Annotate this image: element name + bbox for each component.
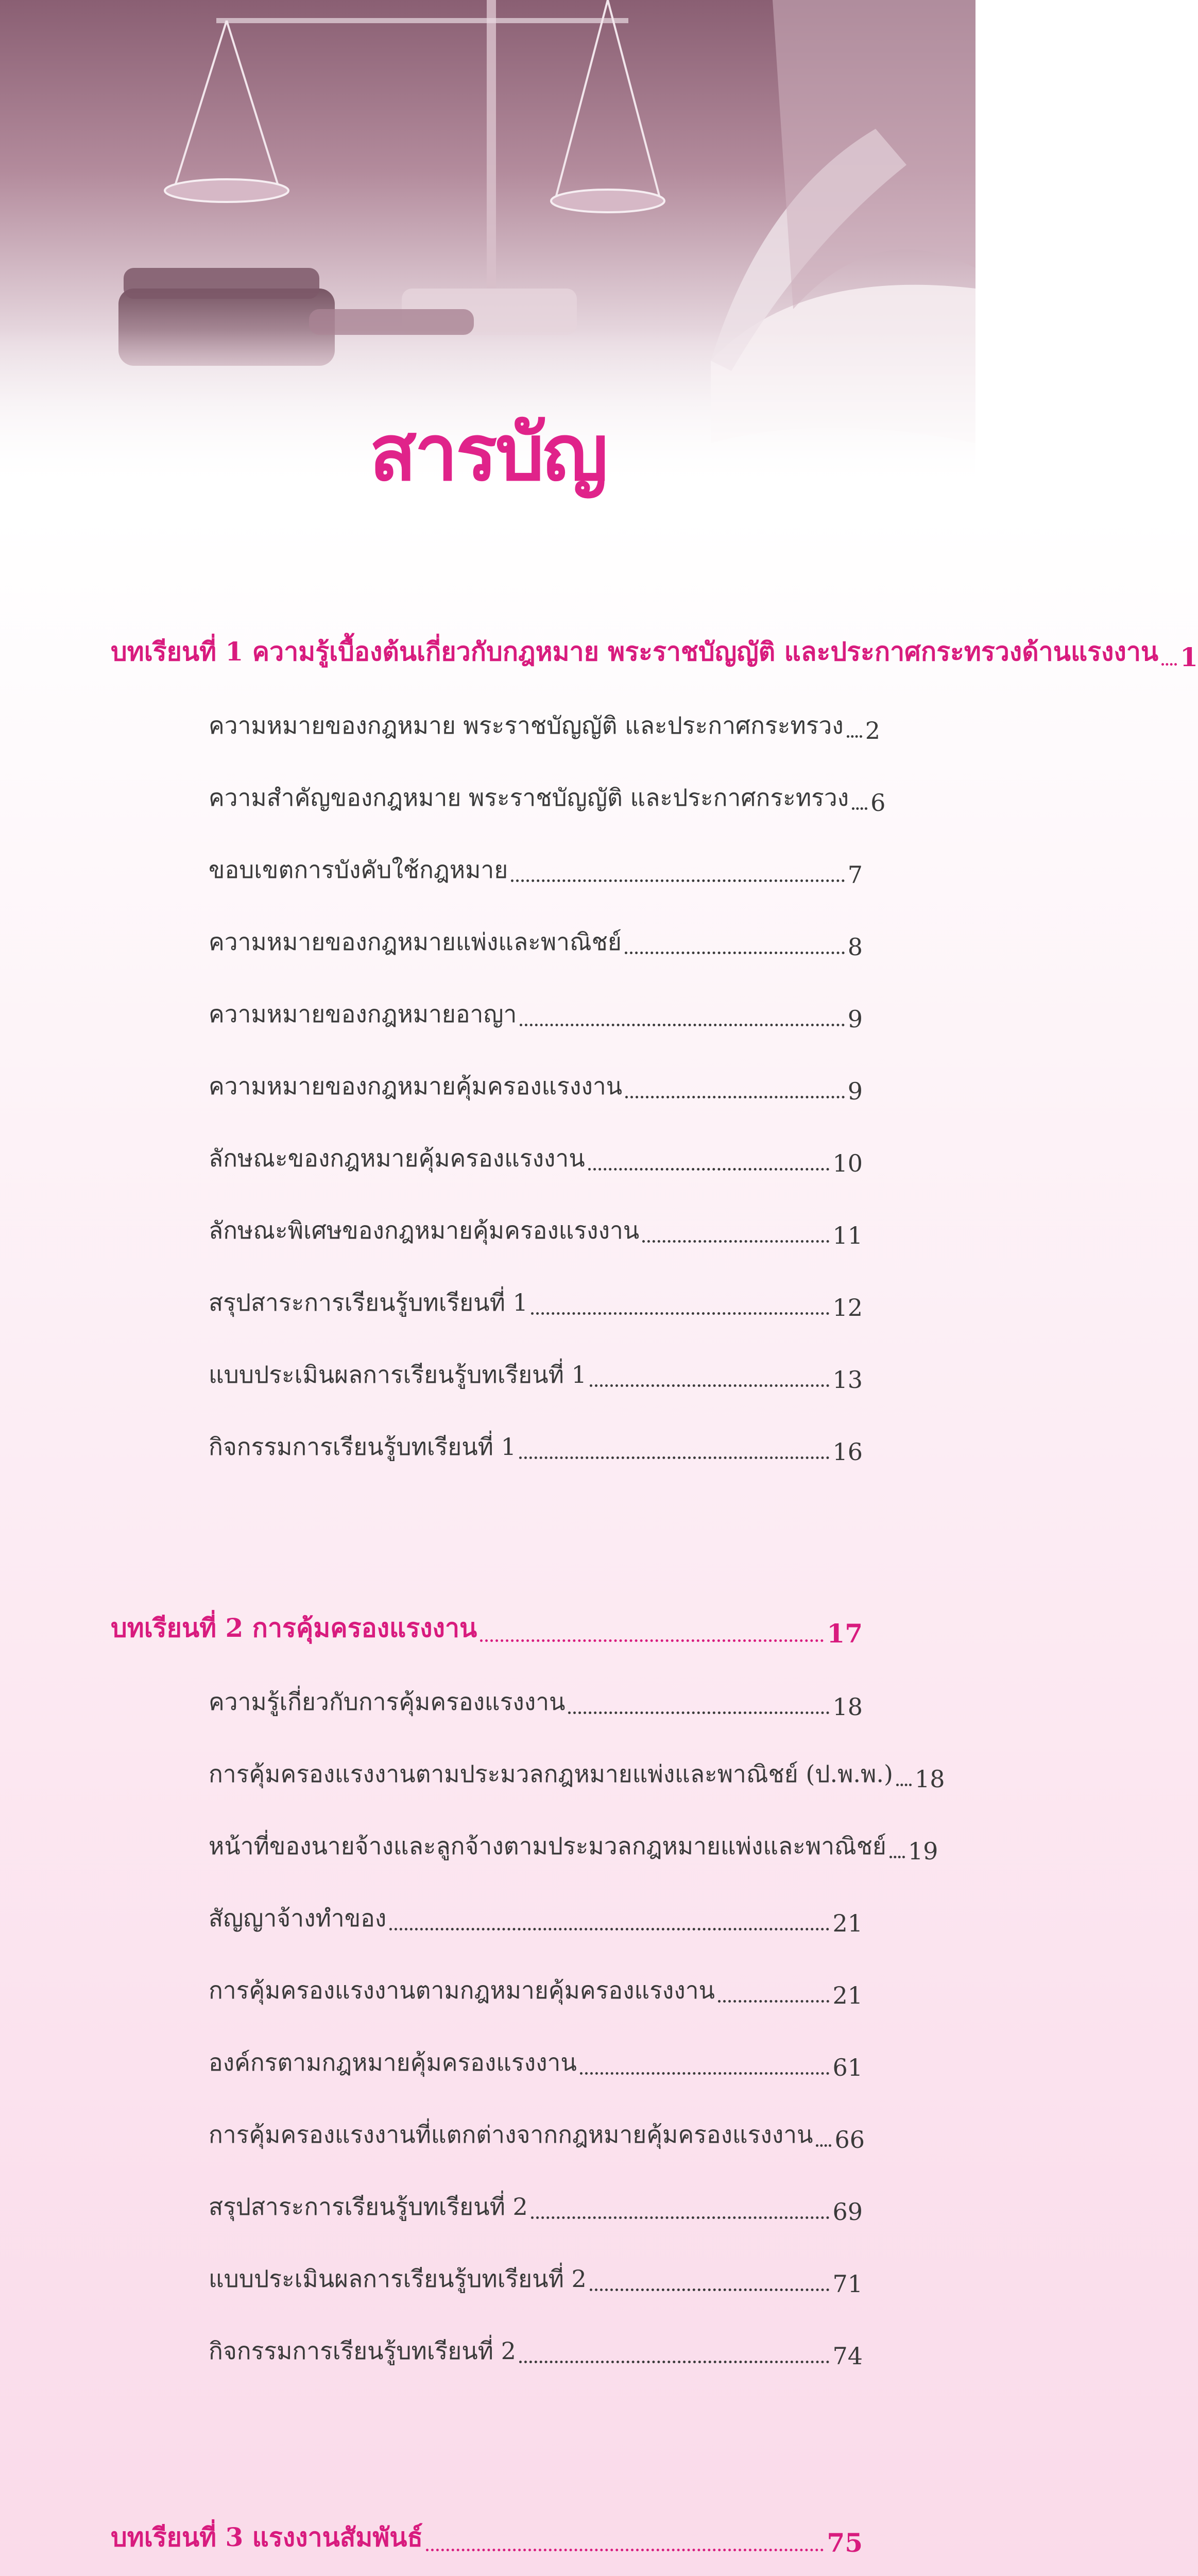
chapter-spacer — [111, 2370, 863, 2501]
page-number: 12 — [832, 1294, 863, 1321]
page-number: 1 — [1180, 642, 1198, 672]
chapter-title: บทเรียนที่ 3 แรงงานสัมพันธ์ — [111, 2522, 423, 2552]
page-number: 19 — [908, 1837, 938, 1865]
toc-entry[interactable] — [209, 1033, 863, 1105]
chapter-title: บทเรียนที่ 2 การคุ้มครองแรงงาน — [111, 1613, 477, 1643]
entry-title: สรุปสาระการเรียนรู้บทเรียนที่ 1 — [209, 1289, 528, 1316]
entry-title: การคุ้มครองแรงงานตามกฎหมายคุ้มครองแรงงาน — [209, 1976, 715, 2004]
toc-entry[interactable] — [209, 744, 886, 817]
leader-dots — [519, 2361, 830, 2363]
page-number: 21 — [832, 1909, 863, 1937]
page-number: 2 — [865, 717, 880, 744]
page-number: 69 — [832, 2198, 863, 2226]
toc-entry[interactable] — [209, 817, 863, 889]
entry-title: ความหมายของกฎหมายคุ้มครองแรงงาน — [209, 1072, 623, 1100]
entry-title: กิจกรรมการเรียนรู้บทเรียนที่ 1 — [209, 1433, 516, 1461]
chapter-title: บทเรียนที่ 1 ความรู้เบื้องต้นเกี่ยวกับกฎหมาย พระราชบัญญัติ และประกาศกระทรวงด้านแรงงาน — [111, 636, 1159, 667]
entry-title: การคุ้มครองแรงงานตามประมวลกฎหมายแพ่งและพาณิชย์ (ป.พ.พ.) — [209, 1760, 893, 1788]
leader-dots — [520, 1024, 844, 1026]
page-number: 61 — [832, 2054, 863, 2081]
page-number: 75 — [827, 2528, 863, 2558]
entry-title: การคุ้มครองแรงงานที่แตกต่างจากกฎหมายคุ้มครองแรงงาน — [209, 2121, 813, 2148]
page-number: 9 — [847, 1005, 863, 1033]
toc-entry[interactable] — [209, 672, 880, 744]
leader-dots — [531, 2216, 830, 2219]
entry-title: ความหมายของกฎหมายแพ่งและพาณิชย์ — [209, 928, 622, 956]
entry-title: สัญญาจ้างทำของ — [209, 1904, 387, 1932]
page-number: 74 — [832, 2342, 863, 2370]
toc-entry[interactable] — [209, 1394, 863, 1466]
toc-entry[interactable] — [209, 1177, 863, 1249]
page-number: 9 — [847, 1077, 863, 1105]
entry-title: ความหมายของกฎหมาย พระราชบัญญัติ และประกาศกระทรวง — [209, 711, 844, 739]
toc-entry[interactable] — [209, 889, 863, 961]
chapter-2 — [111, 1592, 945, 2370]
entry-title: ความสำคัญของกฎหมาย พระราชบัญญัติ และประกาศกระทรวง — [209, 784, 849, 811]
leader-dots — [625, 952, 845, 954]
leader-dots — [889, 1856, 905, 1858]
leader-dots — [896, 1784, 912, 1786]
leader-dots — [1161, 663, 1177, 666]
entry-title: หน้าที่ของนายจ้างและลูกจ้างตามประมวลกฎหมายแพ่งและพาณิชย์ — [209, 1832, 886, 1860]
page-number: 10 — [832, 1149, 863, 1177]
leader-dots — [590, 1384, 830, 1387]
leader-dots — [852, 807, 867, 810]
page-number: 6 — [870, 789, 886, 817]
entry-title: ลักษณะพิเศษของกฎหมายคุ้มครองแรงงาน — [209, 1216, 640, 1244]
toc-entry[interactable] — [209, 2009, 863, 2081]
toc-entry[interactable] — [209, 2226, 863, 2298]
toc-entry[interactable] — [209, 1321, 863, 1394]
toc-entry[interactable] — [209, 1249, 863, 1321]
chapter-heading[interactable] — [111, 616, 1198, 672]
chapter-spacer — [111, 1466, 863, 1592]
entry-title: แบบประเมินผลการเรียนรู้บทเรียนที่ 1 — [209, 1361, 587, 1388]
leader-dots — [426, 2549, 824, 2551]
page-number: 71 — [832, 2270, 863, 2298]
leader-dots — [511, 879, 845, 882]
page-number: 13 — [832, 1366, 863, 1394]
page-number: 17 — [827, 1618, 863, 1649]
leader-dots — [568, 1711, 829, 1714]
leader-dots — [816, 2144, 831, 2147]
toc-entry[interactable] — [209, 2298, 863, 2370]
chapter-heading[interactable] — [111, 2501, 863, 2558]
toc-entry[interactable] — [209, 1721, 945, 1793]
entry-title: องค์กรตามกฎหมายคุ้มครองแรงงาน — [209, 2048, 577, 2076]
page-number: 66 — [834, 2126, 865, 2154]
toc-entry[interactable] — [209, 1105, 863, 1177]
page-number: 8 — [847, 933, 863, 961]
entry-title: ลักษณะของกฎหมายคุ้มครองแรงงาน — [209, 1144, 585, 1172]
toc-entry[interactable] — [209, 1649, 863, 1721]
toc-entry[interactable] — [209, 1937, 863, 2009]
leader-dots — [389, 1928, 829, 1930]
toc-entry[interactable] — [209, 2154, 863, 2226]
leader-dots — [847, 735, 862, 738]
leader-dots — [718, 2000, 829, 2003]
entry-title: ความรู้เกี่ยวกับการคุ้มครองแรงงาน — [209, 1688, 566, 1716]
toc-entry[interactable] — [209, 1793, 938, 1865]
entry-title: ความหมายของกฎหมายอาญา — [209, 1000, 517, 1028]
toc-entry[interactable] — [209, 2558, 863, 2576]
entry-title: กิจกรรมการเรียนรู้บทเรียนที่ 2 — [209, 2337, 516, 2365]
page-number: 7 — [847, 861, 863, 889]
leader-dots — [642, 1240, 829, 1243]
page-number: 16 — [832, 1438, 863, 1466]
page-number: 21 — [832, 1981, 863, 2009]
page-number: 18 — [914, 1765, 945, 1793]
entry-title: สรุปสาระการเรียนรู้บทเรียนที่ 2 — [209, 2193, 528, 2221]
chapter-1 — [111, 616, 1198, 1466]
page-number: 18 — [832, 1693, 863, 1721]
leader-dots — [580, 2072, 830, 2075]
page-number: 11 — [832, 1222, 863, 1249]
chapter-3 — [111, 2501, 863, 2576]
leader-dots — [531, 1312, 830, 1315]
leader-dots — [588, 1168, 830, 1171]
entry-title: แบบประเมินผลการเรียนรู้บทเรียนที่ 2 — [209, 2265, 587, 2293]
leader-dots — [625, 1096, 845, 1098]
leader-dots — [519, 1456, 830, 1459]
leader-dots — [590, 2289, 830, 2291]
entry-title: ขอบเขตการบังคับใช้กฎหมาย — [209, 856, 508, 884]
chapter-heading[interactable] — [111, 1592, 863, 1649]
toc-entry[interactable] — [209, 1865, 863, 1937]
toc-entry[interactable] — [209, 2081, 863, 2154]
page-title: สารบัญ — [369, 409, 606, 498]
table-of-contents — [111, 616, 1198, 2576]
leader-dots — [480, 1639, 824, 1642]
toc-entry[interactable] — [209, 961, 863, 1033]
